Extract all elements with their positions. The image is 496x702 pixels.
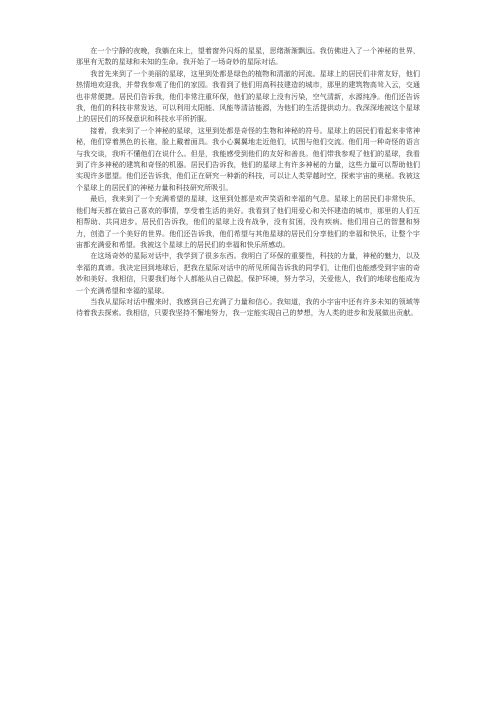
paragraph-5: 在这场奇妙的星际对话中，我学到了很多东西。我明白了环保的重要性，科技的力量，神秘的魅力，以及幸福的真谛。我决定回到地球后，把我在星际对话中的所见所闻告诉我的同学们，让他们也能感受到宇宙的奇妙和美好。我相信，只要我们每个人都能从自己做起，保护环境，努力学习，关爱他人，我们的地球也能成为一个充满希望和幸福的星球。 [76,251,420,295]
paragraph-6: 当我从星际对话中醒来时，我感到自己充满了力量和信心。我知道，我的小宇宙中还有许多未知的领域等待着我去探索。我相信，只要我坚持不懈地努力，我一定能实现自己的梦想，为人类的进步和发展做出贡献。 [76,296,420,318]
paragraph-1: 在一个宁静的夜晚，我躺在床上，望着窗外闪烁的星星，思绪渐渐飘远。我仿佛进入了一个神秘的世界，那里有无数的星球和未知的生命。我开始了一场奇妙的星际对话。 [76,46,420,67]
paragraph-4: 最后，我来到了一个充满希望的星球，这里到处都是欢声笑语和幸福的气息。星球上的居民们非常快乐，他们每天都在做自己喜欢的事情，享受着生活的美好。我看到了他们用爱心和关怀建造的城市，那里的人们互相帮助、共同进步。居民们告诉我，他们的星球上没有战争，没有贫困，没有疾病。他们用自己的智慧和努力，创造了一个美好的世界。他们还告诉我，他们希望与其他星球的居民们分享他们的幸福和快乐，让整个宇宙都充满爱和希望。我被这个星球上的居民们的幸福和快乐所感动。 [76,194,420,249]
paragraph-3: 接着，我来到了一个神秘的星球，这里到处都是奇怪的生物和神秘的符号。星球上的居民们看起来非常神秘，他们穿着黑色的长袍，脸上戴着面具。我小心翼翼地走近他们，试图与他们交流。他们用一种奇怪的语言与我交谈，我听不懂他们在说什么。但是，我能感受到他们的友好和善良。他们带我参观了他们的星球，我看到了许多神秘的建筑和奇怪的机器。居民们告诉我，他们的星球上有许多神秘的力量，这些力量可以帮助他们实现许多愿望。他们还告诉我，他们正在研究一种新的科技，可以让人类穿越时空，探索宇宙的奥秘。我被这个星球上的居民们的神秘力量和科技研究所吸引。 [76,125,420,192]
essay-body [76,45,420,319]
paragraph-2: 我首先来到了一个美丽的星球，这里到处都是绿色的植物和清澈的河流。星球上的居民们非常友好，他们热情地欢迎我，并带我参观了他们的家园。我看到了他们用高科技建造的城市，那里的建筑物高耸入云，交通也非常便捷。居民们告诉我，他们非常注重环保，他们的星球上没有污染，空气清新，水源纯净。他们还告诉我，他们的科技非常发达，可以利用太阳能、风能等清洁能源，为他们的生活提供动力。我深深地被这个星球上的居民们的环保意识和科技水平所折服。 [76,68,420,124]
